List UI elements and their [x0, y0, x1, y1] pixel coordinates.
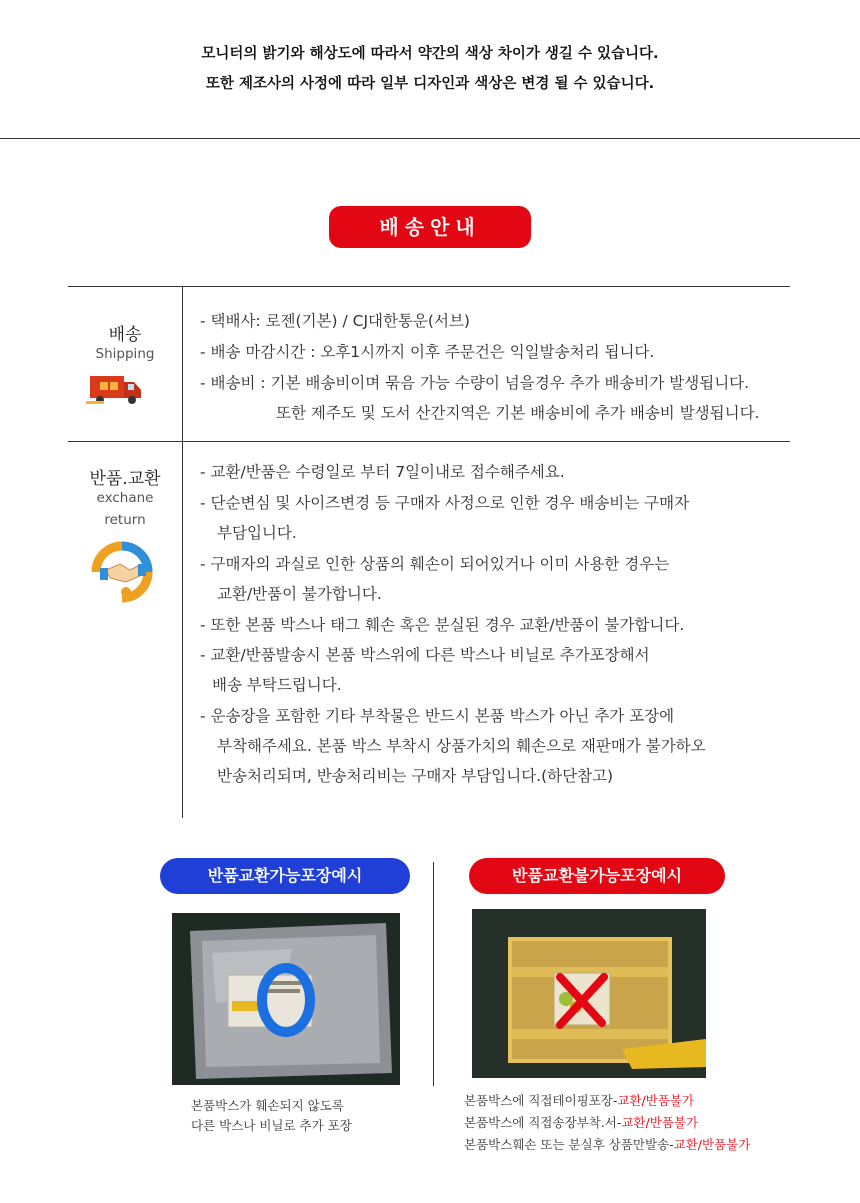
no-caption-line [464, 1113, 698, 1131]
no-caption-text: 본품박스훼손 또는 분실후 상품만발송- [464, 1137, 674, 1152]
no-caption-line [464, 1135, 750, 1153]
table-top-border [68, 286, 790, 287]
shipping-subtitle: Shipping [95, 346, 155, 362]
ok-package-photo [172, 913, 400, 1085]
exchange-subtitle: return [104, 512, 146, 528]
no-caption-text: 본품박스에 직접테이핑포장- [464, 1093, 618, 1108]
exchange-row: - 교환/반품발송시 본품 박스위에 다른 박스나 비닐로 추가포장해서 [200, 646, 650, 664]
exchange-row: 부착해주세요. 본품 박스 부착시 상품가치의 훼손으로 재판매가 불가하오 [217, 737, 706, 755]
ok-caption-line: 다른 박스나 비닐로 추가 포장 [191, 1118, 352, 1133]
exchange-row: - 또한 본품 박스나 태그 훼손 혹은 분실된 경우 교환/반품이 불가합니다. [200, 616, 685, 634]
notice-line-1: 모니터의 밝기와 해상도에 따라서 약간의 색상 차이가 생길 수 있습니다. [201, 46, 659, 62]
exchange-row: 배송 부탁드립니다. [212, 676, 342, 694]
shipping-row: - 배송비 : 기본 배송비이며 묶음 가능 수량이 넘을경우 추가 배송비가 발생됩니다. [200, 374, 750, 392]
exchange-row: - 교환/반품은 수령일로 부터 7일이내로 접수해주세요. [200, 463, 565, 481]
truck-icon [86, 370, 146, 408]
no-caption-warning: 교환/반품불가 [673, 1137, 751, 1152]
exchange-row: - 단순변심 및 사이즈변경 등 구매자 사정으로 인한 경우 배송비는 구매자 [200, 494, 690, 512]
exchange-row: 반송처리되며, 반송처리비는 구매자 부담입니다.(하단참고) [217, 767, 614, 785]
table-row-divider [68, 441, 790, 442]
shipping-row: - 택배사: 로젠(기본) / CJ대한통운(서브) [200, 312, 470, 330]
no-caption-warning: 교환/반품불가 [621, 1115, 699, 1130]
notice-line-2: 또한 제조사의 사정에 따라 일부 디자인과 색상은 변경 될 수 있습니다. [205, 76, 655, 92]
exchange-row: 교환/반품이 불가합니다. [217, 585, 382, 603]
exchange-title: 반품.교환 [89, 469, 161, 489]
ok-example-badge: 반품교환가능포장예시 [160, 858, 410, 894]
shipping-row: 또한 제주도 및 도서 산간지역은 기본 배송비에 추가 배송비 발생됩니다. [276, 404, 760, 422]
exchange-row: 부담입니다. [217, 524, 297, 542]
section-title-badge: 배송안내 [329, 206, 531, 248]
no-caption-line [464, 1091, 694, 1109]
shipping-row: - 배송 마감시간 : 오후1시까지 이후 주문건은 익일발송처리 됩니다. [200, 343, 655, 361]
no-caption-warning: 교환/반품불가 [617, 1093, 695, 1108]
shipping-title: 배송 [108, 325, 142, 345]
examples-divider [433, 862, 434, 1086]
exchange-subtitle: exchane [96, 490, 154, 506]
ok-caption-line: 본품박스가 훼손되지 않도록 [191, 1098, 344, 1113]
exchange-row: - 구매자의 과실로 인한 상품의 훼손이 되어있거나 이미 사용한 경우는 [200, 555, 670, 573]
no-example-badge: 반품교환불가능포장예시 [469, 858, 725, 894]
divider [0, 138, 860, 139]
no-package-photo [472, 909, 706, 1078]
no-caption-text: 본품박스에 직접송장부착.서- [464, 1115, 622, 1130]
exchange-icon [90, 540, 154, 604]
table-column-divider [182, 286, 183, 818]
exchange-row: - 운송장을 포함한 기타 부착물은 반드시 본품 박스가 아닌 추가 포장에 [200, 707, 675, 725]
